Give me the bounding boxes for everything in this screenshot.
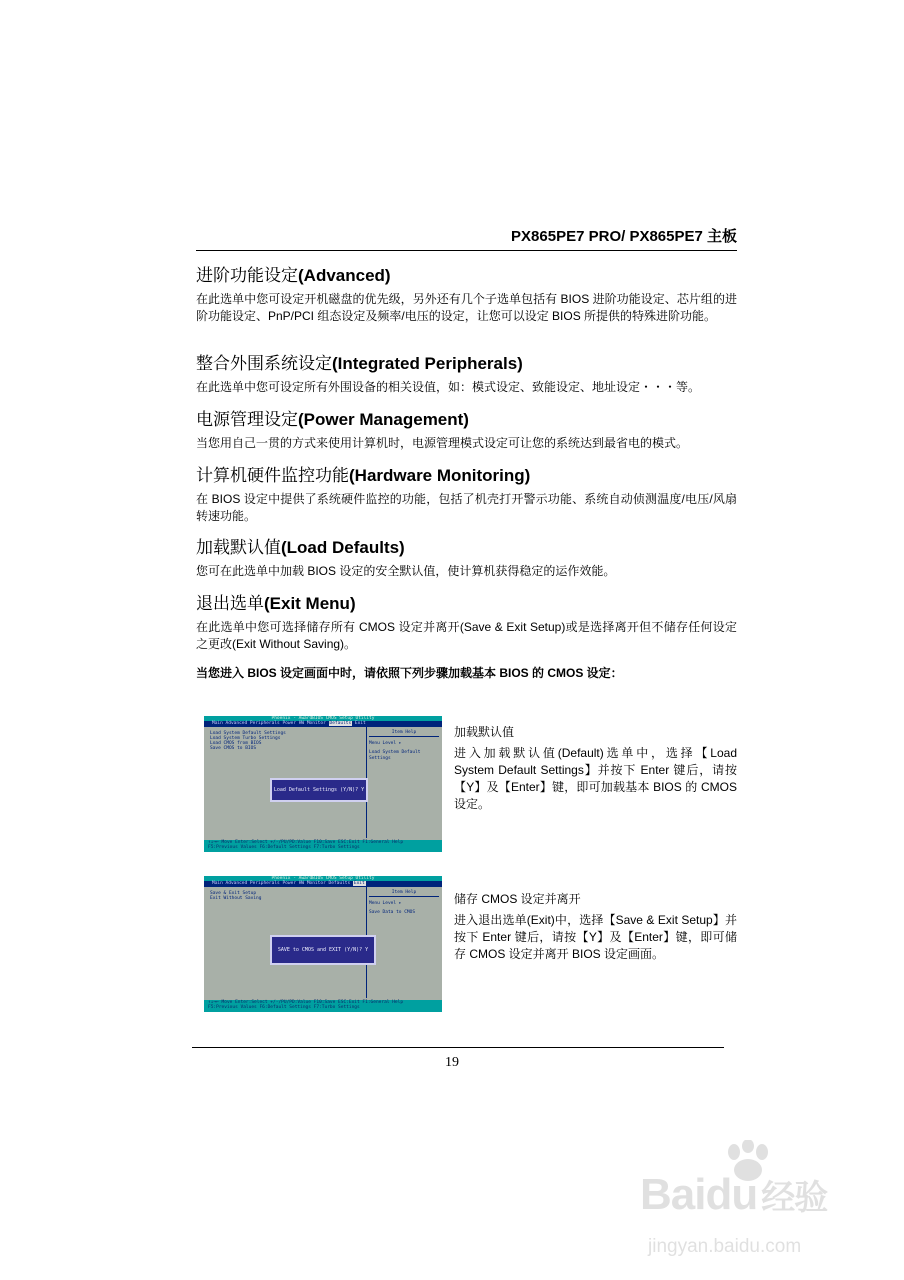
- bios-menu-bar: [204, 881, 442, 887]
- section-title-cn: 退出选单: [196, 594, 264, 613]
- section-advanced: [196, 265, 737, 325]
- section-power-management: [196, 409, 737, 452]
- bios-footer: [204, 1000, 442, 1012]
- bios-help-line: Menu Level ▸: [369, 901, 402, 906]
- bios-help-line: Menu Level ▸: [369, 741, 402, 746]
- bios-item: Load CMOS from BIOS: [210, 741, 262, 746]
- bios-menu-bar: [204, 721, 442, 727]
- bios-footer-line: ↑↓→← Move Enter:Select +/-/PU/PD:Value F10:Save ESC:Exit F1:General Help: [208, 840, 404, 845]
- section-title: [196, 537, 737, 559]
- caption-load-defaults: [454, 724, 737, 813]
- watermark-brand: [640, 1170, 827, 1220]
- bios-menu-items: Main Advanced Peripherals Power HW Monitor: [212, 721, 329, 726]
- bios-item-list: [210, 891, 364, 901]
- bios-footer-line: F5:Previous Values F6:Default Settings F7:Turbo Settings: [208, 845, 360, 850]
- bios-title-bar: Phoenix - AwardBIOS CMOS Setup Utility: [204, 716, 442, 721]
- watermark-brand-cn: 经验: [761, 1179, 828, 1217]
- instruction-note: 当您进入 BIOS 设定画面中时，请依照下列步骤加载基本 BIOS 的 CMOS 设定：: [196, 666, 623, 680]
- bios-help-line: Save Data to CMOS: [369, 910, 416, 915]
- footer-rule: [192, 1047, 724, 1048]
- section-body: 在此选单中您可设定所有外围设备的相关设值，如：模式设定、致能设定、地址设定・・・等。: [196, 380, 701, 394]
- section-title-en: (Advanced): [298, 266, 391, 285]
- watermark-brand-bai: Bai: [640, 1170, 706, 1219]
- bios-footer: [204, 840, 442, 852]
- section-integrated-peripherals: [196, 353, 737, 396]
- bios-confirm-dialog: Load Default Settings (Y/N)? Y: [270, 778, 368, 802]
- bios-menu-selected: Defaults: [329, 721, 352, 726]
- section-title-en: (Exit Menu): [264, 594, 356, 613]
- baidu-watermark: [640, 1140, 860, 1270]
- section-title-cn: 计算机硬件监控功能: [196, 466, 349, 485]
- section-title: [196, 265, 737, 287]
- bios-footer-line: ↑↓→← Move Enter:Select +/-/PU/PD:Value F10:Save ESC:Exit F1:General Help: [208, 1000, 404, 1005]
- section-title: [196, 409, 737, 431]
- section-exit-menu: [196, 593, 737, 653]
- section-body: 您可在此选单中加载 BIOS 设定的安全默认值，使计算机获得稳定的运作效能。: [196, 564, 616, 578]
- section-body: 当您用自己一贯的方式来使用计算机时，电源管理模式设定可让您的系统达到最省电的模式。: [196, 436, 689, 450]
- section-title-en: (Hardware Monitoring): [349, 466, 531, 485]
- section-title-en: (Load Defaults): [281, 538, 405, 557]
- caption-title: 加载默认值: [454, 725, 515, 739]
- section-hardware-monitoring: [196, 465, 737, 525]
- bios-help-title: Item Help: [369, 890, 439, 897]
- bios-menu-items: Main Advanced Peripherals Power HW Monitor Defaults: [212, 881, 353, 886]
- bios-item: Exit Without Saving: [210, 896, 262, 901]
- caption-body: 进入加载默认值(Default)选单中，选择【Load System Default Settings】并按下 Enter 键后，请按【Y】及【Enter】键，即可加载基本 BIOS 的 CMOS 设定。: [454, 746, 737, 811]
- bios-title-bar: Phoenix - AwardBIOS CMOS Setup Utility: [204, 876, 442, 881]
- section-title: [196, 593, 737, 615]
- section-body: 在此选单中您可选择储存所有 CMOS 设定并离开(Save & Exit Setup)或是选择离开但不储存任何设定之更改(Exit Without Saving)。: [196, 620, 737, 651]
- section-title-cn: 进阶功能设定: [196, 266, 298, 285]
- bios-help-title: Item Help: [369, 730, 439, 737]
- section-body: 在此选单中您可设定开机磁盘的优先级，另外还有几个子选单包括有 BIOS 进阶功能设定、芯片组的进阶功能设定、PnP/PCI 组态设定及频率/电压的设定，让您可以设定 BIOS 所提供的特殊进阶功能。: [196, 292, 737, 323]
- caption-title: 储存 CMOS 设定并离开: [454, 892, 581, 906]
- document-header: PX865PE7 PRO/ PX865PE7 主板: [196, 225, 737, 251]
- bios-help-pane: [369, 730, 439, 762]
- bios-footer-line: F5:Previous Values F6:Default Settings F7:Turbo Settings: [208, 1005, 360, 1010]
- section-load-defaults: [196, 537, 737, 580]
- bios-item: Load System Default Settings: [210, 731, 286, 736]
- section-title-en: (Power Management): [298, 410, 469, 429]
- watermark-url: jingyan.baidu.com: [648, 1236, 802, 1257]
- watermark-brand-du: du: [705, 1170, 758, 1219]
- bios-item: Save CMOS to BIOS: [210, 746, 257, 751]
- section-title: [196, 465, 737, 487]
- caption-save-exit: [454, 891, 737, 963]
- bios-screenshot-exit: [204, 876, 442, 1012]
- section-body: 在 BIOS 设定中提供了系统硬件监控的功能，包括了机壳打开警示功能、系统自动侦测温度/电压/风扇转速功能。: [196, 492, 737, 523]
- section-title-cn: 加载默认值: [196, 538, 281, 557]
- bios-confirm-dialog: SAVE to CMOS and EXIT (Y/N)? Y: [270, 935, 376, 965]
- bios-help-pane: [369, 890, 439, 916]
- bios-menu-selected: Exit: [353, 881, 365, 886]
- bios-item: Load System Turbo Settings: [210, 736, 281, 741]
- section-title-cn: 电源管理设定: [196, 410, 298, 429]
- bios-menu-items-after: Exit: [352, 721, 366, 726]
- page-number: 19: [445, 1055, 459, 1070]
- bios-item: Save & Exit Setup: [210, 891, 257, 896]
- bios-screenshot-load-defaults: [204, 716, 442, 852]
- caption-body: 进入退出选单(Exit)中，选择【Save & Exit Setup】并按下 Enter 键后，请按【Y】及【Enter】键，即可储存 CMOS 设定并离开 BIOS 设定画面。: [454, 913, 737, 961]
- bios-help-line: Load System Default Settings: [369, 750, 421, 761]
- section-title: [196, 353, 737, 375]
- section-title-cn: 整合外围系统设定: [196, 354, 332, 373]
- section-title-en: (Integrated Peripherals): [332, 354, 523, 373]
- bios-item-list: [210, 731, 364, 751]
